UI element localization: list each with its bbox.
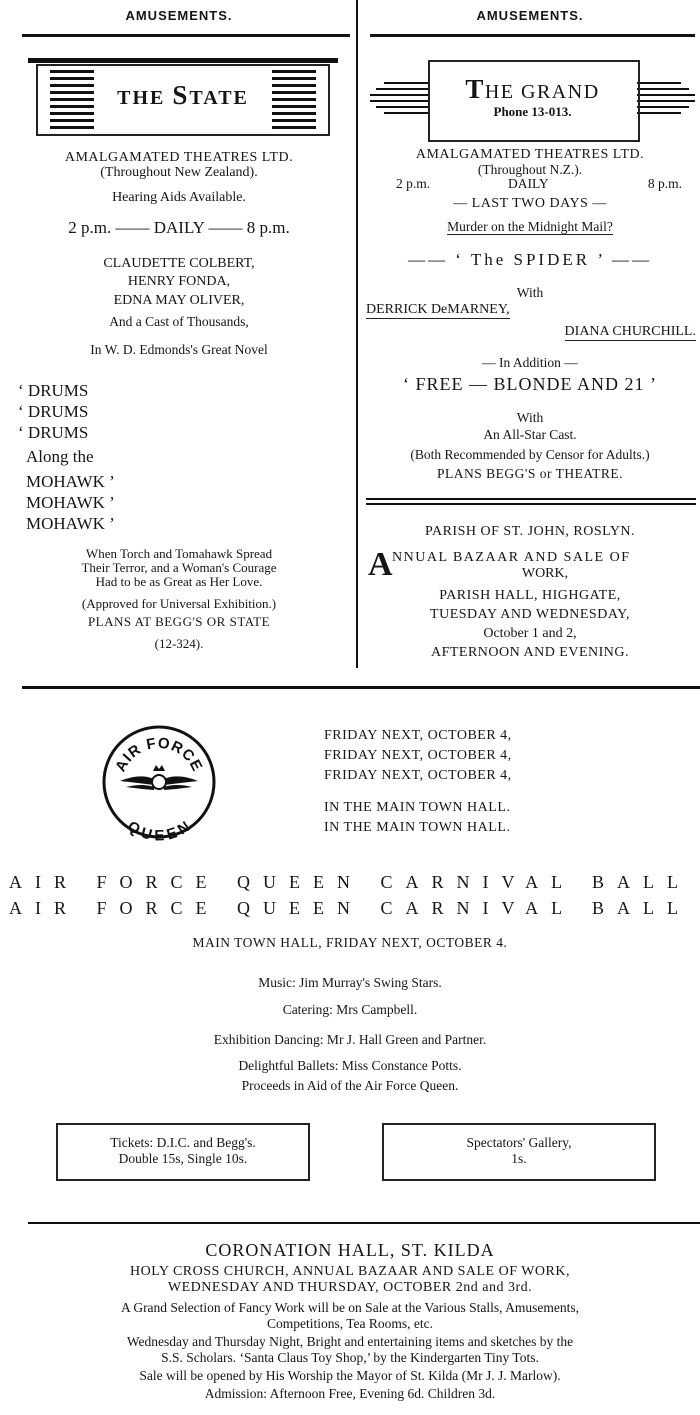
throughout-text: (Throughout New Zealand).: [100, 165, 258, 180]
mohawk-line: MOHAWK ’: [26, 514, 115, 533]
coronation-sub-1: HOLY CROSS CHURCH, ANNUAL BAZAAR AND SALE OF WORK,: [129, 1264, 570, 1279]
coronation-title: CORONATION HALL, ST. KILDA: [205, 1240, 495, 1260]
tagline-3: Had to be as Great as Her Love.: [95, 574, 263, 589]
last-two-days: — LAST TWO DAYS —: [453, 196, 607, 211]
along-line: Along the: [26, 447, 94, 466]
svg-text:QUEEN: QUEEN: [124, 817, 194, 841]
coronation-para-2a: Wednesday and Thursday Night, Bright and entertaining items and sketches by the: [126, 1334, 574, 1349]
murder-title: Murder on the Midnight Mail?: [447, 219, 613, 234]
cast-line-4: And a Cast of Thousands,: [109, 314, 249, 329]
tickets-box: Tickets: D.I.C. and Begg's. Double 15s, Single 10s.: [56, 1123, 310, 1181]
booking-plans: PLANS BEGG'S or THEATRE.: [437, 466, 623, 481]
section-divider: [22, 686, 700, 689]
left-column: [0, 0, 358, 680]
parish-hall: PARISH HALL, HIGHGATE,: [439, 588, 621, 603]
event-dates: [324, 726, 512, 838]
bazaar-line-2: WORK,: [521, 566, 569, 581]
friday-line: FRIDAY NEXT, OCTOBER 4,: [324, 748, 512, 763]
company-name: AMALGAMATED THEATRES LTD.: [415, 147, 645, 162]
drums-line: ‘ DRUMS: [18, 423, 89, 442]
svg-text:AIR FORCE: AIR FORCE: [112, 734, 206, 775]
ballets-line: Delightful Ballets: Miss Constance Potts.: [238, 1058, 462, 1073]
booking-plans: PLANS AT BEGG'S OR STATE: [87, 614, 271, 629]
grand-phone: Phone 13-013.: [493, 104, 572, 119]
drums-title: [18, 380, 115, 534]
coronation-para-1a: A Grand Selection of Fancy Work will be on Sale at the Various Stalls, Amusements,: [120, 1300, 580, 1315]
with-text: With: [516, 410, 544, 425]
in-addition: — In Addition —: [482, 355, 578, 370]
double-rule: [366, 503, 696, 505]
gallery-box: Spectators' Gallery, 1s.: [382, 1123, 656, 1181]
bazaar-times: AFTERNOON AND EVENING.: [430, 645, 630, 660]
double-rule: [366, 498, 696, 500]
throughout-text: (Throughout N.Z.).: [477, 162, 583, 177]
hearing-aids: Hearing Aids Available.: [112, 190, 246, 205]
free-blonde-title: ‘ FREE — BLONDE AND 21 ’: [403, 374, 657, 394]
state-banner: [28, 58, 338, 136]
carnival-ball-title: AIR FORCE QUEEN CARNIVAL BALL: [8, 898, 691, 918]
state-banner-title: THE STATE: [117, 80, 249, 110]
tagline-2: Their Terror, and a Woman's Courage: [81, 560, 277, 575]
parish-name: PARISH OF ST. JOHN, ROSLYN.: [424, 524, 636, 539]
bazaar-initial: A: [368, 546, 393, 583]
town-hall-line: IN THE MAIN TOWN HALL.: [324, 800, 511, 815]
spider-title: —— ‘ The SPIDER ’ ——: [407, 250, 652, 269]
show-times: 2 p.m. DAILY 8 p.m.: [396, 176, 682, 191]
bazaar-dates: October 1 and 2,: [483, 626, 577, 641]
drums-line: ‘ DRUMS: [18, 381, 89, 400]
coronation-para-1b: Competitions, Tea Rooms, etc.: [266, 1316, 434, 1331]
column-divider: [356, 0, 358, 668]
amusements-header-right: AMUSEMENTS.: [476, 8, 584, 23]
mohawk-line: MOHAWK ’: [26, 493, 115, 512]
coronation-sub-2: WEDNESDAY AND THURSDAY, OCTOBER 2nd and 3rd.: [167, 1280, 533, 1295]
with-text: With: [516, 285, 544, 300]
all-star-cast: An All-Star Cast.: [483, 427, 577, 442]
star-derrick: DERRICK DeMARNEY,: [366, 302, 510, 317]
air-force-queen-logo: [100, 723, 218, 841]
cast-line-3: EDNA MAY OLIVER,: [113, 293, 245, 308]
bazaar-days: TUESDAY AND WEDNESDAY,: [430, 607, 630, 622]
proceeds-line: Proceeds in Aid of the Air Force Queen.: [241, 1078, 459, 1093]
company-name: AMALGAMATED THEATRES LTD.: [64, 150, 294, 165]
phone-number: (12-324).: [154, 636, 204, 651]
show-times: 2 p.m. —— DAILY —— 8 p.m.: [68, 218, 290, 237]
star-diana: DIANA CHURCHILL.: [564, 324, 696, 339]
exhibition-line: Exhibition Dancing: Mr J. Hall Green and Partner.: [213, 1032, 487, 1047]
coronation-admission: Admission: Afternoon Free, Evening 6d. Children 3d.: [204, 1386, 496, 1401]
grand-banner-title: THE GRAND: [465, 74, 600, 104]
drums-line: ‘ DRUMS: [18, 402, 89, 421]
coronation-para-2b: S.S. Scholars. ‘Santa Claus Toy Shop,’ by the Kindergarten Tiny Tots.: [161, 1350, 539, 1365]
bazaar-line-1: NNUAL BAZAAR AND SALE OF: [392, 550, 631, 565]
main-hall-date: MAIN TOWN HALL, FRIDAY NEXT, OCTOBER 4.: [192, 935, 508, 950]
mohawk-line: MOHAWK ’: [26, 472, 115, 491]
music-line: Music: Jim Murray's Swing Stars.: [258, 975, 442, 990]
friday-line: FRIDAY NEXT, OCTOBER 4,: [324, 728, 512, 743]
amusements-header-left: AMUSEMENTS.: [125, 8, 233, 23]
censor-note: (Both Recommended by Censor for Adults.): [410, 447, 650, 462]
cast-line-1: CLAUDETTE COLBERT,: [103, 256, 255, 271]
cast-line-2: HENRY FONDA,: [127, 274, 231, 289]
right-column: [360, 0, 700, 680]
carnival-ball-title: AIR FORCE QUEEN CARNIVAL BALL: [8, 872, 691, 892]
divider: [22, 34, 350, 37]
grand-banner: [370, 60, 695, 142]
novel-line: In W. D. Edmonds's Great Novel: [90, 342, 268, 357]
town-hall-line: IN THE MAIN TOWN HALL.: [324, 820, 511, 835]
approval-note: (Approved for Universal Exhibition.): [81, 596, 277, 611]
friday-line: FRIDAY NEXT, OCTOBER 4,: [324, 768, 512, 783]
divider: [370, 34, 695, 37]
catering-line: Catering: Mrs Campbell.: [282, 1002, 418, 1017]
airforce-section: [0, 690, 700, 1205]
coronation-para-3: Sale will be opened by His Worship the Mayor of St. Kilda (Mr J. J. Marlow).: [139, 1368, 561, 1383]
tagline-1: When Torch and Tomahawk Spread: [85, 546, 273, 561]
coronation-section: [0, 1224, 700, 1415]
